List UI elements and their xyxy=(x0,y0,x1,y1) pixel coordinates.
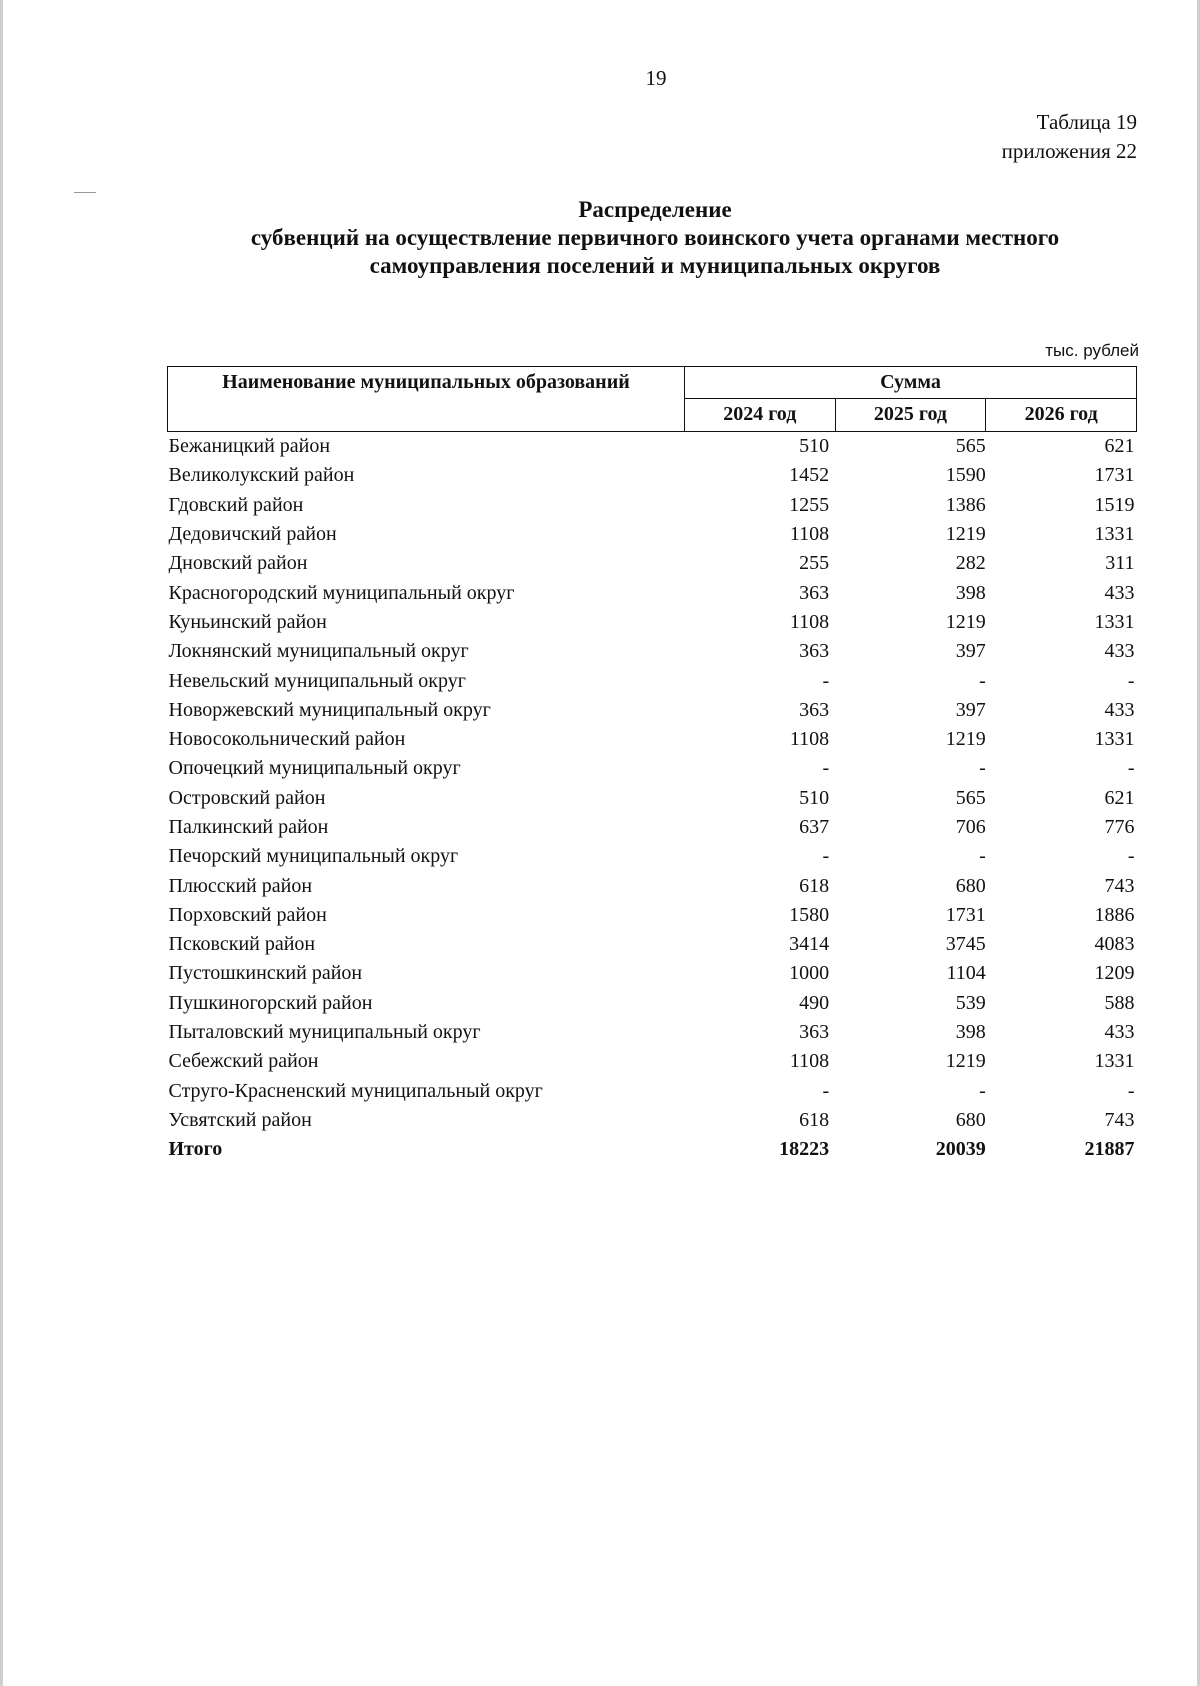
amount-cell-2025: 1590 xyxy=(945,464,986,487)
table-row xyxy=(168,1047,1137,1076)
amount-cell-2025: 680 xyxy=(955,1108,986,1131)
amount-cell-2026: 311 xyxy=(1105,552,1135,575)
municipality-name-cell: Пушкиногорский район xyxy=(168,991,373,1014)
table-reference xyxy=(1002,108,1137,166)
distribution-table xyxy=(167,366,1137,1164)
amount-cell-2026: 588 xyxy=(1104,991,1135,1014)
table-row xyxy=(168,842,1137,871)
municipality-name-cell: Гдовский район xyxy=(168,493,304,516)
table-row xyxy=(168,461,1137,490)
amount-cell-2025: 1219 xyxy=(945,523,986,546)
table-row xyxy=(168,637,1137,666)
municipality-name-cell: Палкинский район xyxy=(168,816,329,838)
amount-cell-2026: 743 xyxy=(1104,1108,1135,1131)
table-row xyxy=(168,871,1137,900)
title-line-3: самоуправления поселений и муниципальных округов xyxy=(369,253,941,278)
municipality-name-cell: Новоржевский муниципальный округ xyxy=(168,698,491,721)
amount-cell-2025: - xyxy=(979,669,986,692)
amount-cell-2025: 1219 xyxy=(945,728,986,751)
amount-cell-2026: 1331 xyxy=(1094,523,1135,546)
header-sum: Сумма xyxy=(684,367,1136,399)
amount-cell-2025: 1219 xyxy=(945,1050,986,1073)
municipality-name-cell: Себежский район xyxy=(168,1050,319,1073)
amount-cell-2025: 397 xyxy=(955,640,986,663)
header-year-2026: 2026 год xyxy=(986,398,1137,431)
amount-cell-2025: 706 xyxy=(955,816,986,838)
municipality-name-cell: Усвятский район xyxy=(168,1108,312,1131)
amount-cell-2025: 1104 xyxy=(946,962,986,985)
municipality-name-cell: Бежаницкий район xyxy=(168,435,331,458)
amount-cell-2026: - xyxy=(1127,669,1135,692)
municipality-name-cell: Локнянский муниципальный округ xyxy=(168,640,469,663)
municipality-name-cell: Дедовичский район xyxy=(168,523,337,546)
total-amount-cell-2024: 18223 xyxy=(779,1138,830,1161)
table-reference-line-1: Таблица 19 xyxy=(1036,110,1137,134)
amount-cell-2025: - xyxy=(979,1079,986,1102)
amount-cell-2024: - xyxy=(822,1079,830,1102)
table-row xyxy=(168,901,1137,930)
municipality-name-cell: Опочецкий муниципальный округ xyxy=(168,757,461,780)
total-amount-cell-2026: 21887 xyxy=(1084,1138,1135,1161)
amount-cell-2025: 3745 xyxy=(945,933,986,956)
header-year-2024: 2024 год xyxy=(684,398,835,431)
amount-cell-2024: 637 xyxy=(799,816,830,838)
municipality-name-cell: Островский район xyxy=(168,786,326,809)
amount-cell-2024: 363 xyxy=(799,698,830,721)
municipality-name-cell: Порховский район xyxy=(168,903,327,926)
amount-cell-2025: - xyxy=(979,845,986,868)
amount-cell-2024: 618 xyxy=(799,874,830,897)
amount-cell-2024: - xyxy=(822,845,830,868)
amount-cell-2024: 1580 xyxy=(789,903,830,926)
amount-cell-2026: 621 xyxy=(1104,786,1135,809)
units-label: тыс. рублей xyxy=(1045,341,1139,360)
table-reference-line-2: приложения 22 xyxy=(1001,139,1137,163)
amount-cell-2025: 397 xyxy=(955,698,986,721)
amount-cell-2026: 776 xyxy=(1104,816,1135,838)
amount-cell-2024: 1000 xyxy=(789,962,830,985)
table-row xyxy=(168,725,1137,754)
amount-cell-2025: 539 xyxy=(955,991,986,1014)
municipality-name-cell: Плюсский район xyxy=(168,874,313,897)
table-row xyxy=(168,989,1137,1018)
amount-cell-2024: 255 xyxy=(799,552,830,575)
amount-cell-2026: 621 xyxy=(1104,435,1135,458)
municipality-name-cell: Красногородский муниципальный округ xyxy=(168,581,515,604)
total-label: Итого xyxy=(168,1138,223,1161)
amount-cell-2025: 1386 xyxy=(945,493,986,516)
amount-cell-2026: 1519 xyxy=(1094,493,1135,516)
amount-cell-2024: 1108 xyxy=(789,610,830,633)
amount-cell-2024: 1452 xyxy=(789,464,830,487)
table-row xyxy=(168,491,1137,520)
amount-cell-2026: - xyxy=(1127,757,1135,780)
table-row xyxy=(168,959,1137,988)
scan-mark xyxy=(74,192,96,193)
title-line-2: субвенций на осуществление первичного воинского учета органами местного xyxy=(250,225,1060,250)
amount-cell-2025: 565 xyxy=(955,435,986,458)
total-amount-cell-2025: 20039 xyxy=(935,1138,986,1161)
document-title xyxy=(0,196,1200,280)
table-row xyxy=(168,1077,1137,1106)
table-row xyxy=(168,813,1137,842)
page-number: 19 xyxy=(645,66,667,90)
municipality-name-cell: Пустошкинский район xyxy=(168,962,363,985)
amount-cell-2026: - xyxy=(1127,845,1135,868)
table-row xyxy=(168,784,1137,813)
header-year-2025: 2025 год xyxy=(835,398,986,431)
amount-cell-2024: 363 xyxy=(799,581,830,604)
amount-cell-2026: 743 xyxy=(1104,874,1135,897)
amount-cell-2024: 1108 xyxy=(789,523,830,546)
table-row xyxy=(168,432,1137,462)
amount-cell-2024: 510 xyxy=(799,435,830,458)
amount-cell-2025: 1731 xyxy=(945,903,986,926)
amount-cell-2026: 433 xyxy=(1104,640,1135,663)
municipality-name-cell: Печорский муниципальный округ xyxy=(168,845,459,868)
title-line-1: Распределение xyxy=(578,197,732,222)
amount-cell-2026: 1209 xyxy=(1094,962,1135,985)
amount-cell-2026: 1886 xyxy=(1094,903,1135,926)
table-header xyxy=(168,367,1137,432)
amount-cell-2024: 618 xyxy=(799,1108,830,1131)
amount-cell-2026: 1331 xyxy=(1094,728,1135,751)
amount-cell-2025: 398 xyxy=(955,1021,986,1044)
table-row xyxy=(168,608,1137,637)
amount-cell-2026: 1331 xyxy=(1094,1050,1135,1073)
amount-cell-2026: 433 xyxy=(1104,698,1135,721)
municipality-name-cell: Великолукский район xyxy=(168,464,355,487)
amount-cell-2024: 3414 xyxy=(789,933,830,956)
amount-cell-2026: - xyxy=(1127,1079,1135,1102)
amount-cell-2024: 490 xyxy=(799,991,830,1014)
amount-cell-2026: 433 xyxy=(1104,1021,1135,1044)
municipality-name-cell: Куньинский район xyxy=(168,610,327,633)
amount-cell-2024: 1108 xyxy=(789,728,830,751)
municipality-name-cell: Дновский район xyxy=(168,552,308,575)
amount-cell-2024: 1255 xyxy=(789,493,830,516)
amount-cell-2024: 510 xyxy=(799,786,830,809)
amount-cell-2024: - xyxy=(822,757,830,780)
amount-cell-2024: 363 xyxy=(799,1021,830,1044)
amount-cell-2024: - xyxy=(822,669,830,692)
municipality-name-cell: Невельский муниципальный округ xyxy=(168,669,466,692)
table-body xyxy=(168,432,1137,1165)
amount-cell-2026: 433 xyxy=(1104,581,1135,604)
table-row xyxy=(168,549,1137,578)
table-row xyxy=(168,520,1137,549)
municipality-name-cell: Новосокольнический район xyxy=(168,728,406,751)
municipality-name-cell: Пыталовский муниципальный округ xyxy=(168,1021,481,1044)
amount-cell-2025: 680 xyxy=(955,874,986,897)
table-row xyxy=(168,1106,1137,1135)
table-row xyxy=(168,578,1137,607)
table-row xyxy=(168,754,1137,783)
amount-cell-2025: 1219 xyxy=(945,610,986,633)
amount-cell-2025: - xyxy=(979,757,986,780)
amount-cell-2024: 1108 xyxy=(789,1050,830,1073)
table-row xyxy=(168,666,1137,695)
total-row xyxy=(168,1135,1137,1164)
table-row xyxy=(168,930,1137,959)
amount-cell-2026: 1331 xyxy=(1094,610,1135,633)
amount-cell-2025: 282 xyxy=(955,552,986,575)
municipality-name-cell: Псковский район xyxy=(168,933,316,956)
table-row xyxy=(168,696,1137,725)
amount-cell-2025: 565 xyxy=(955,786,986,809)
table-row xyxy=(168,1018,1137,1047)
municipality-name-cell: Струго-Красненский муниципальный округ xyxy=(168,1079,543,1102)
amount-cell-2026: 1731 xyxy=(1094,464,1135,487)
amount-cell-2025: 398 xyxy=(955,581,986,604)
amount-cell-2024: 363 xyxy=(799,640,830,663)
amount-cell-2026: 4083 xyxy=(1094,933,1135,956)
header-municipality-name: Наименование муниципальных образований xyxy=(168,367,685,432)
